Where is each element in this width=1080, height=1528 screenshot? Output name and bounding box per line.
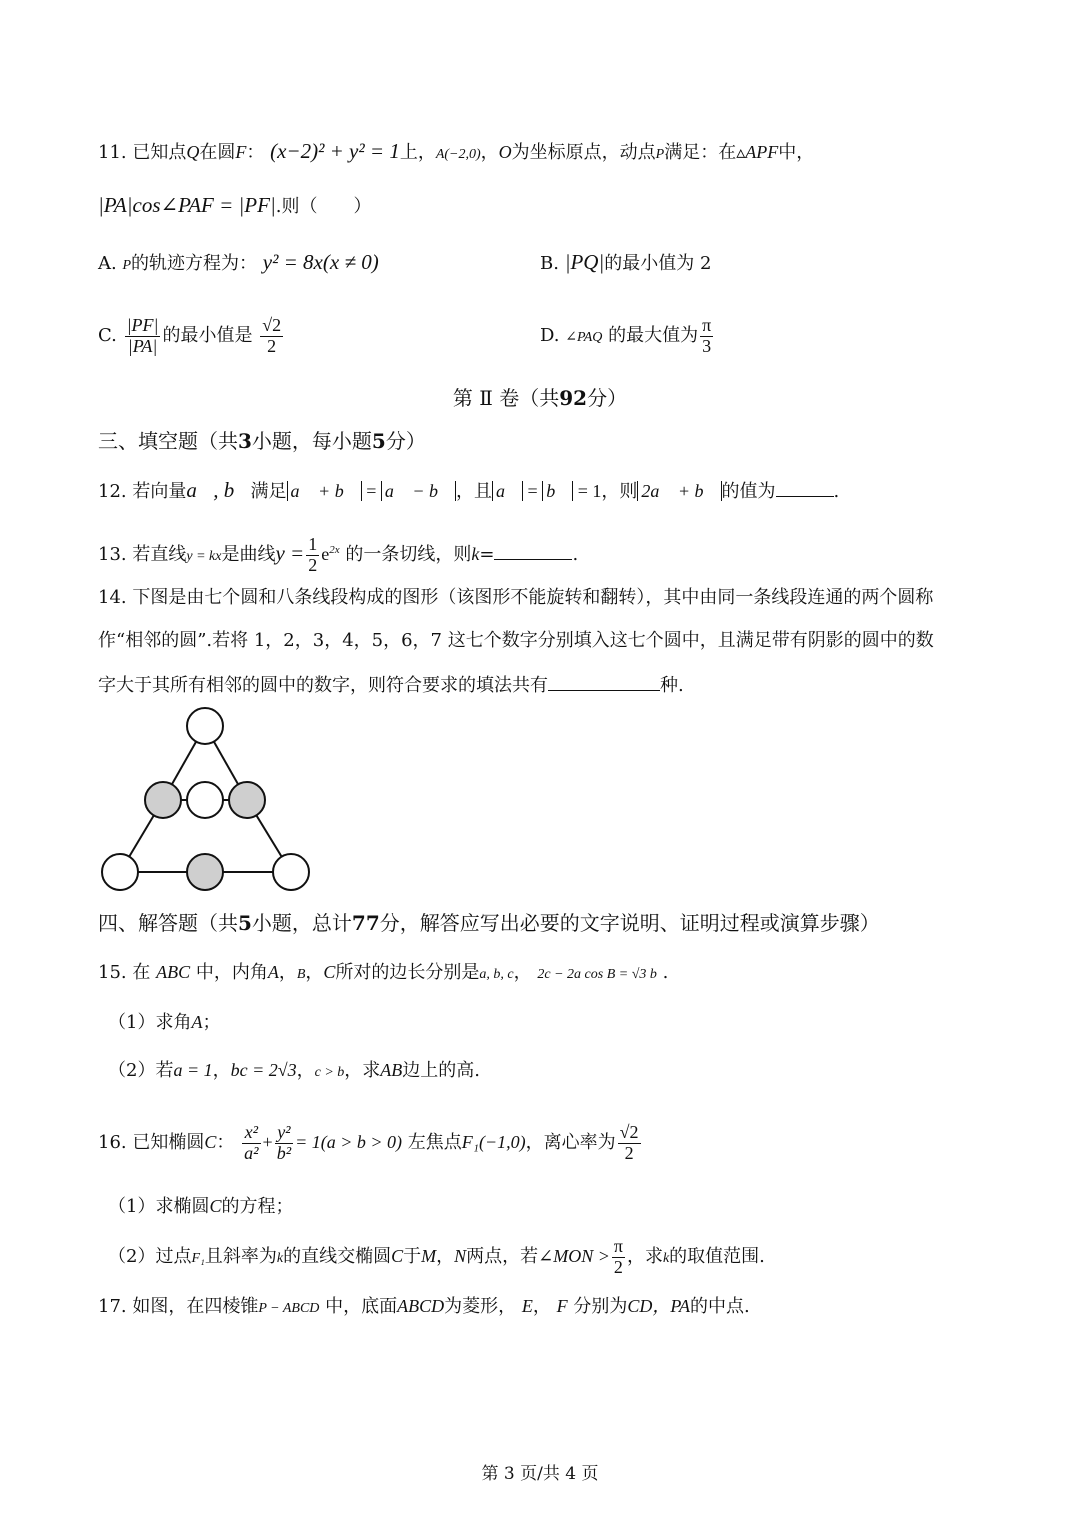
part-label: （1） [108,1196,156,1217]
q16-part2 [108,1230,765,1285]
circle-mid-left-shaded [145,782,181,818]
math-ABCD: ABCD [397,1296,445,1316]
text: ， [480,142,499,163]
q14-line1 [98,586,933,610]
text: ，离心率为 [525,1132,616,1153]
section3-heading [98,429,426,453]
text: 已知椭圆 [132,1132,205,1153]
text: 满足 [250,481,287,502]
text: ： [216,1132,235,1153]
text: 的最小值是 [162,325,253,346]
ellipse-equation-rhs: = 1(a > b > 0) [295,1132,403,1152]
option-label: D. [540,325,560,346]
score: 92 [559,386,588,410]
text: 所对的边长分别是 [335,962,480,983]
text: 分别为 [573,1296,628,1317]
exponent: 2x [329,544,340,556]
fraction-x2-a2 [242,1123,260,1164]
math-E: E [521,1296,533,1316]
triangle-APF: ▵APF [736,142,779,162]
numerator: 1 [308,533,318,554]
angle-MON: ∠MON > [538,1246,610,1266]
text: 下图是由七个圆和八条线段构成的图形（该图形不能旋转和翻转），其中由同一条线段连通的两个圆称 [132,587,934,608]
fraction-sqrt2-2 [260,316,283,357]
numerator: π [613,1235,623,1256]
denominator: 2 [267,335,277,356]
text: 且斜率为 [204,1246,277,1267]
condition-equation: 2c − 2a cos B = √3 b [537,967,657,982]
circle-bottom-left [102,854,138,890]
circle-top [187,708,223,744]
denominator: 3 [702,335,712,356]
q14-line2 [98,629,934,653]
text: = [523,481,543,501]
text: .则（ ） [275,196,372,217]
math-Q: Q [186,142,200,162]
math-O: O [498,142,512,162]
math-N: N [454,1246,467,1266]
circle-mid-right-shaded [229,782,265,818]
math-k: k [471,544,480,564]
text: 求角 [155,1012,192,1033]
numerator: π [702,314,712,335]
part-label: （1） [108,1012,156,1033]
q11-option-c [98,308,285,364]
question-number: 15. [98,962,127,983]
fraction-PF-PA [125,316,161,357]
text: 若 [155,1060,174,1081]
text: 于 [403,1246,422,1267]
text: 分） [385,429,426,453]
text: ， [513,962,532,983]
math-C: C [204,1132,217,1152]
text: e [321,544,330,564]
text: 满足：在 [664,142,737,163]
math-AB: AB [380,1060,403,1080]
abs-a: a⃗ [492,481,523,501]
part-label: （2） [108,1060,156,1081]
text: 的方程； [221,1196,294,1217]
text: = [479,544,495,565]
text: 为坐标原点，动点 [511,142,656,163]
numerator: |PF| [126,314,159,335]
text: 是曲线 [221,544,276,565]
numerator: √2 [619,1121,639,1142]
condition-expression: |PA|cos∠PAF = |PF| [98,193,276,217]
total-points: 77 [351,911,380,935]
text: 在 [132,962,151,983]
text: 的中点. [690,1296,750,1317]
abs-a-plus-b: a⃗ + b⃗ [287,481,362,501]
text: 的取值范围. [669,1246,765,1267]
text: ， [212,1060,231,1081]
text: ， [278,962,297,983]
question-number: 12. [98,481,127,502]
q11-option-b [540,250,711,276]
page-footer: 第 3 页/共 4 页 [481,1464,599,1484]
text: 边上的高. [402,1060,481,1081]
fraction-sqrt2-2 [618,1123,641,1164]
denominator: b² [276,1142,292,1163]
text: 的最大值为 [608,325,699,346]
math-A: A [191,1012,203,1032]
question-number: 16. [98,1132,127,1153]
q15-part1 [108,1010,220,1035]
text: 种. [660,675,684,696]
abs-b: b⃗ [542,481,573,501]
text: 的一条切线，则 [345,544,472,565]
text: 分） [587,386,628,410]
text: 左焦点 [407,1132,462,1153]
answer-blank [776,478,834,497]
q16-part1 [108,1194,293,1219]
math-P: P [655,147,665,162]
text: 中， [778,142,815,163]
q15 [98,960,668,987]
abs-a-minus-b: a⃗ − b⃗ [381,481,456,501]
math-C: C [391,1246,404,1266]
circle-equation: (x−2)² + y² = 1 [270,139,400,163]
fraction-y2-b2 [275,1123,293,1164]
text: 分，解答应写出必要的文字说明、证明过程或演算步骤） [379,911,880,935]
circle-bottom-center-shaded [187,854,223,890]
text: 小题，每小题 [251,429,372,453]
q11-option-d [540,308,715,366]
text: 小题，总计 [251,911,352,935]
section4-heading [98,911,880,935]
math-k: k [662,1251,670,1266]
text: 若直线 [132,544,187,565]
answer-blank [548,672,660,691]
q12 [98,478,839,504]
question-number: 11. [98,142,127,163]
text: 如图，在四棱锥 [132,1296,259,1317]
math-A: A [267,962,279,982]
pyramid-P-ABCD: P − ABCD [258,1301,320,1316]
math-F1: F₁ [191,1251,205,1266]
text: 中，内角 [195,962,268,983]
denominator: |PA| [127,335,158,356]
q11-line2 [98,193,371,219]
math-B: B [296,967,306,982]
text: 的值为 [721,481,776,502]
text: ； [202,1012,221,1033]
angle-PAQ: ∠PAQ [565,330,603,345]
sides: a, b, c [479,967,514,982]
text: 第 Ⅱ 卷（共 [452,386,560,410]
option-label: A. [98,253,117,274]
circle-mid-center [187,782,223,818]
part2-heading [0,386,1080,410]
text: 若向量 [132,481,187,502]
question-number: 17. [98,1296,127,1317]
math-P: P [122,258,132,273]
text: 的最小值为 2 [604,253,712,274]
line-equation: y = kx [186,549,222,564]
text: 作“相邻的圆”.若将 1，2，3，4，5，6，7 这七个数字分别填入这七个圆中，且满足带有阴影的圆中的数 [98,630,934,651]
locus-equation: y² = 8x(x ≠ 0) [262,250,379,274]
segments-CD-PA: CD，PA [627,1296,691,1316]
text: ： [246,142,265,163]
part-label: （2） [108,1246,156,1267]
text: ，求 [344,1060,381,1081]
text: . [833,481,840,502]
denominator: 2 [613,1256,623,1277]
math-a-eq: a = 1 [173,1060,213,1080]
abs-2a-plus-b: 2a⃗ + b⃗ [637,481,721,501]
math-F: F [235,142,247,162]
text: 中，底面 [325,1296,398,1317]
q14-line3 [98,672,684,698]
point-A: A(−2,0) [435,147,481,162]
text: 四、解答题（共 [98,911,238,935]
points: 5 [371,429,386,453]
circle-bottom-right [273,854,309,890]
math-M: M [421,1246,437,1266]
math-c-gt-b: c > b [314,1065,345,1080]
text: 已知点 [132,142,187,163]
text: ， [532,1296,551,1317]
math-bc-eq: bc = 2√3 [230,1060,297,1080]
count: 3 [238,429,252,453]
text: = 1 [573,481,602,501]
text: = [361,481,381,501]
fraction-pi-3 [700,316,713,357]
text: + [262,1132,273,1152]
text: 三、填空题（共 [98,429,238,453]
numerator: x² [242,1123,260,1144]
denominator: 2 [624,1142,634,1163]
seven-circles-diagram [95,700,320,900]
question-number: 14. [98,587,127,608]
text: 两点，若 [466,1246,539,1267]
text: . [572,544,579,565]
text: 求椭圆 [155,1196,210,1217]
text: 的轨迹方程为： [131,253,258,274]
math-F: F [556,1296,568,1316]
math-C: C [209,1196,222,1216]
q17 [98,1294,750,1321]
q15-part2 [108,1058,480,1085]
text: ，且 [456,481,493,502]
q16 [98,1114,643,1171]
text: 字大于其所有相邻的圆中的数字，则符合要求的填法共有 [98,675,548,696]
q11-line1 [98,139,814,167]
q13 [98,524,578,583]
text: ， [436,1246,455,1267]
option-label: C. [98,325,117,346]
text: ，求 [626,1246,663,1267]
text: 的直线交椭圆 [283,1246,392,1267]
numerator: y² [275,1123,293,1144]
denominator: a² [244,1142,259,1163]
answer-blank [494,541,572,560]
focus-F1: F₁(−1,0) [461,1132,526,1152]
math-k: k [276,1251,284,1266]
text: ， [296,1060,315,1081]
math-PQ: |PQ| [564,250,605,274]
text: 为菱形， [444,1296,517,1317]
text: ，则 [601,481,638,502]
q11-option-a [98,250,379,278]
text: ， [305,962,324,983]
vectors-ab: a⃗, b⃗ [186,478,251,502]
question-number: 13. [98,544,127,565]
text: 过点 [155,1246,192,1267]
text: 上， [399,142,436,163]
text: 在圆 [199,142,236,163]
fraction-1-2 [306,535,319,576]
math-C: C [323,962,336,982]
text: . [662,962,669,983]
count: 5 [238,911,252,935]
triangle-ABC: ABC [156,962,191,982]
numerator: √2 [262,314,282,335]
option-label: B. [540,253,559,274]
text: y = [275,541,305,565]
fraction-pi-2 [612,1237,625,1278]
denominator: 2 [308,554,318,575]
